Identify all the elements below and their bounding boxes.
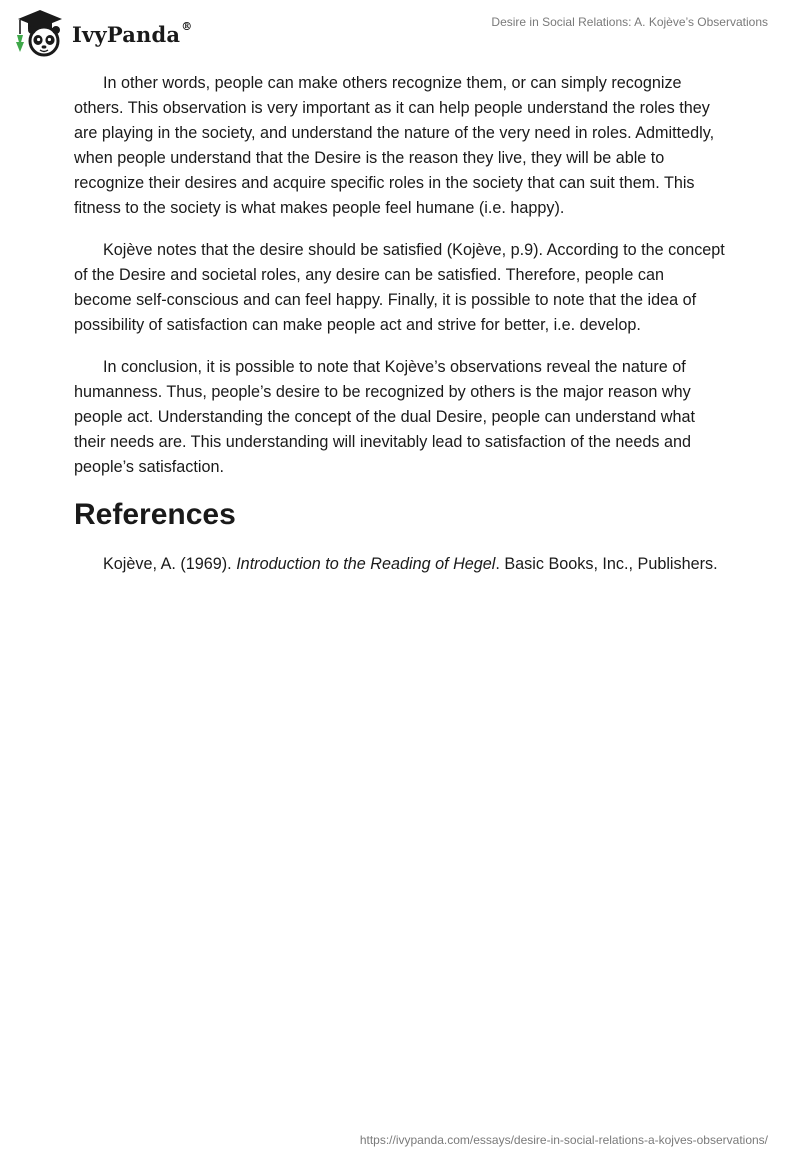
paragraph: In other words, people can make others recognize them, or can simply recognize others. This observation is very important as it can help people understand the roles they are playing in the society, and understand the nature of the very need in roles. Admittedly, when people understand that the Desire is the reason they live, they will be able to recognize their desires and acquire specific roles in the society that can suit them. This fitness to the society is what makes people feel humane (i.e. happy).	[74, 74, 715, 217]
reference-author-year: Kojève, A. (1969).	[103, 555, 237, 573]
reference-entry	[74, 552, 726, 577]
panda-graduate-icon	[14, 8, 66, 58]
reference-title: Introduction to the Reading of Hegel	[236, 555, 496, 573]
paragraph: Kojève notes that the desire should be satisfied (Kojève, p.9). According to the concept of the Desire and societal roles, any desire can be satisfied. Therefore, people can become self-conscious and can feel happy. Finally, it is possible to note that the idea of possibility of satisfaction can make people act and strive for better, i.e. develop.	[74, 241, 725, 334]
page-header	[0, 0, 800, 60]
source-url-link[interactable]: https://ivypanda.com/essays/desire-in-social-relations-a-kojves-observations/	[359, 1133, 768, 1147]
references-heading: References	[74, 498, 236, 531]
registered-mark: ®	[181, 19, 193, 33]
brand-name: IvyPanda®	[72, 19, 193, 47]
running-title: Desire in Social Relations: A. Kojève’s Observations	[491, 15, 768, 29]
reference-publisher: . Basic Books, Inc., Publishers.	[495, 555, 718, 573]
essay-body	[74, 71, 726, 594]
paragraph: In conclusion, it is possible to note that Kojève’s observations reveal the nature of humanness. Thus, people’s desire to be recognized by others is the major reason why people act. Understanding the concept of the dual Desire, people can understand what their needs are. This understanding will inevitably lead to satisfaction of the needs and people’s satisfaction.	[74, 358, 695, 476]
ivypanda-logo[interactable]	[14, 8, 192, 58]
